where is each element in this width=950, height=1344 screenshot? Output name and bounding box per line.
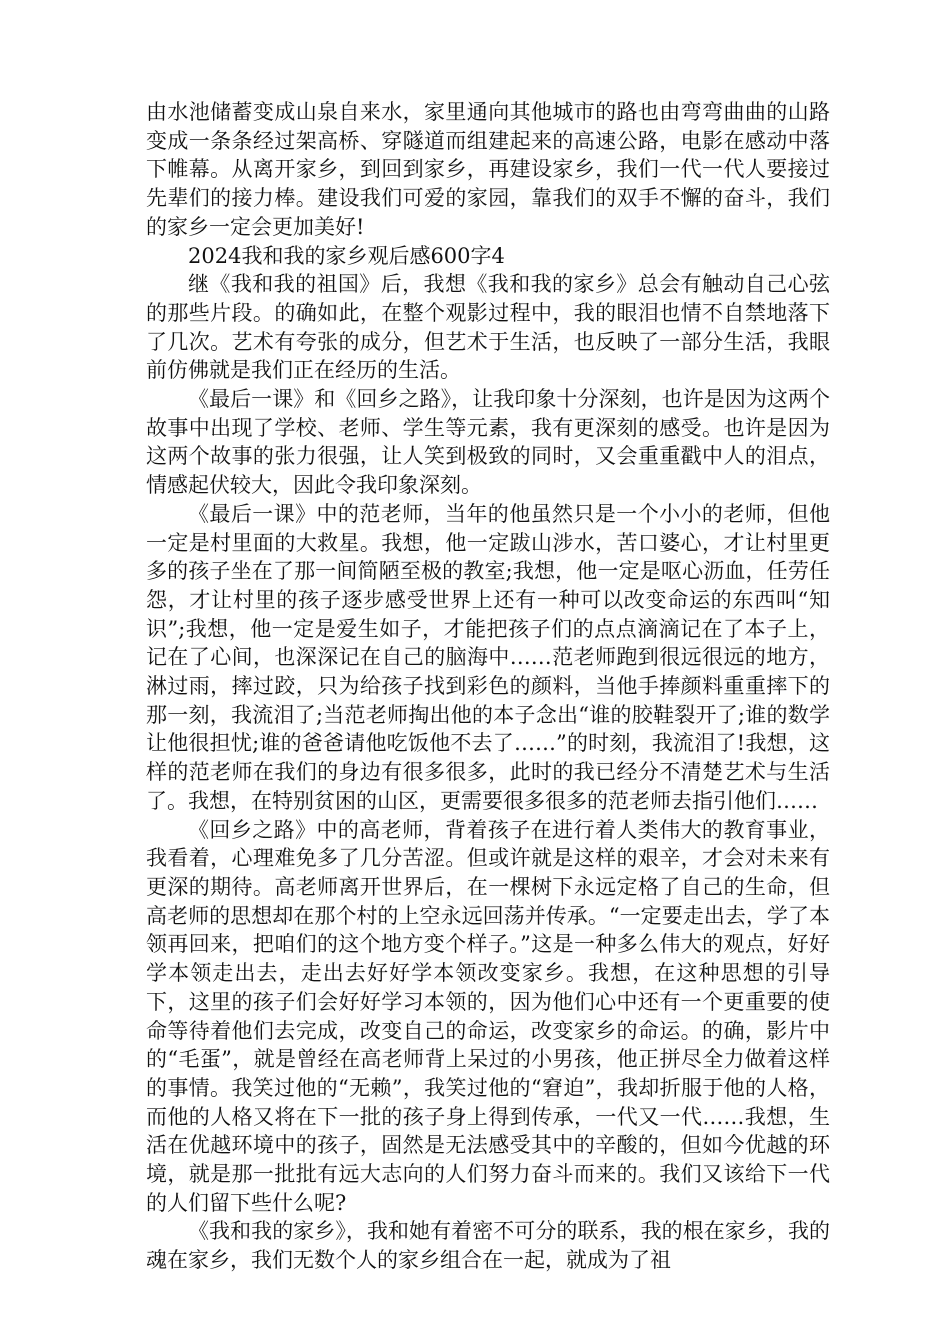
paragraph-last-lesson: 《最后一课》中的范老师，当年的他虽然只是一个小小的老师，但他一定是村里面的大救星。我想，他一定跋山涉水，苦口婆心，才让村里更多的孩子坐在了那一间简陋至极的教室;我想，他一定是呕心沥血，任劳任怨，才让村里的孩子逐步感受世界上还有一种可以改变命运的东西叫“知识”;我想，他一定是爱生如子，才能把孩子们的点点滴滴记在了本子上，记在了心间，也深深记在自己的脑海中……范老师跑到很远很远的地方，淋过雨，摔过跤，只为给孩子找到彩色的颜料，当他手捧颜料重重摔下的那一刻，我流泪了;当范老师掏出他的本子念出“谁的胶鞋裂开了;谁的数学让他很担忧;谁的爸爸请他吃饭他不去了……”的时刻，我流泪了!我想，这样的范老师在我们的身边有很多很多，此时的我已经分不清楚艺术与生活了。我想，在特别贫困的山区，更需要很多很多的范老师去指引他们…… (146, 501, 830, 813)
paragraph-intro: 继《我和我的祖国》后，我想《我和我的家乡》总会有触动自己心弦的那些片段。的确如此，在整个观影过程中，我的眼泪也情不自禁地落下了几次。艺术有夸张的成分，但艺术于生活，也反映了一部分生活，我眼前仿佛就是我们正在经历的生活。 (146, 272, 830, 383)
paragraph-impression: 《最后一课》和《回乡之路》，让我印象十分深刻，也许是因为这两个故事中出现了学校、老师、学生等元素，我有更深刻的感受。也许是因为这两个故事的张力很强，让人笑到极致的同时，又会重重戳中人的泪点，情感起伏较大，因此令我印象深刻。 (146, 387, 830, 498)
paragraph-my-hometown: 《我和我的家乡》，我和她有着密不可分的联系，我的根在家乡，我的魂在家乡，我们无数个人的家乡组合在一起，就成为了祖 (146, 1219, 830, 1273)
paragraph-way-home: 《回乡之路》中的高老师，背着孩子在进行着人类伟大的教育事业，我看着，心理难免多了几分苦涩。但或许就是这样的艰辛，才会对未来有更深的期待。高老师离开世界后，在一棵树下永远定格了自己的生命，但高老师的思想却在那个村的上空永远回荡并传承。“一定要走出去，学了本领再回来，把咱们的这个地方变个样子。”这是一种多么伟大的观点，好好学本领走出去，走出去好好学本领改变家乡。我想，在这种思想的引导下，这里的孩子们会好好学习本领的，因为他们心中还有一个更重要的使命等待着他们去完成，改变自己的命运，改变家乡的命运。的确，影片中的“毛蛋”，就是曾经在高老师背上呆过的小男孩，他正拼尽全力做着这样的事情。我笑过他的“无赖”，我笑过他的“窘迫”，我却折服于他的人格，而他的人格又将在下一批的孩子身上得到传承，一代又一代……我想，生活在优越环境中的孩子，固然是无法感受其中的辛酸的，但如今优越的环境，就是那一批批有远大志向的人们努力奋斗而来的。我们又该给下一代的人们留下些什么呢? (146, 817, 830, 1215)
paragraph-continuation: 由水池储蓄变成山泉自来水，家里通向其他城市的路也由弯弯曲曲的山路变成一条条经过架高桥、穿隧道而组建起来的高速公路，电影在感动中落下帷幕。从离开家乡，到回到家乡，再建设家乡，我们一代一代人要接过先辈们的接力棒。建设我们可爱的家园，靠我们的双手不懈的奋斗，我们的家乡一定会更加美好! (146, 100, 830, 239)
document-page (146, 98, 830, 1275)
section-heading: 2024我和我的家乡观后感600字4 (188, 243, 505, 268)
